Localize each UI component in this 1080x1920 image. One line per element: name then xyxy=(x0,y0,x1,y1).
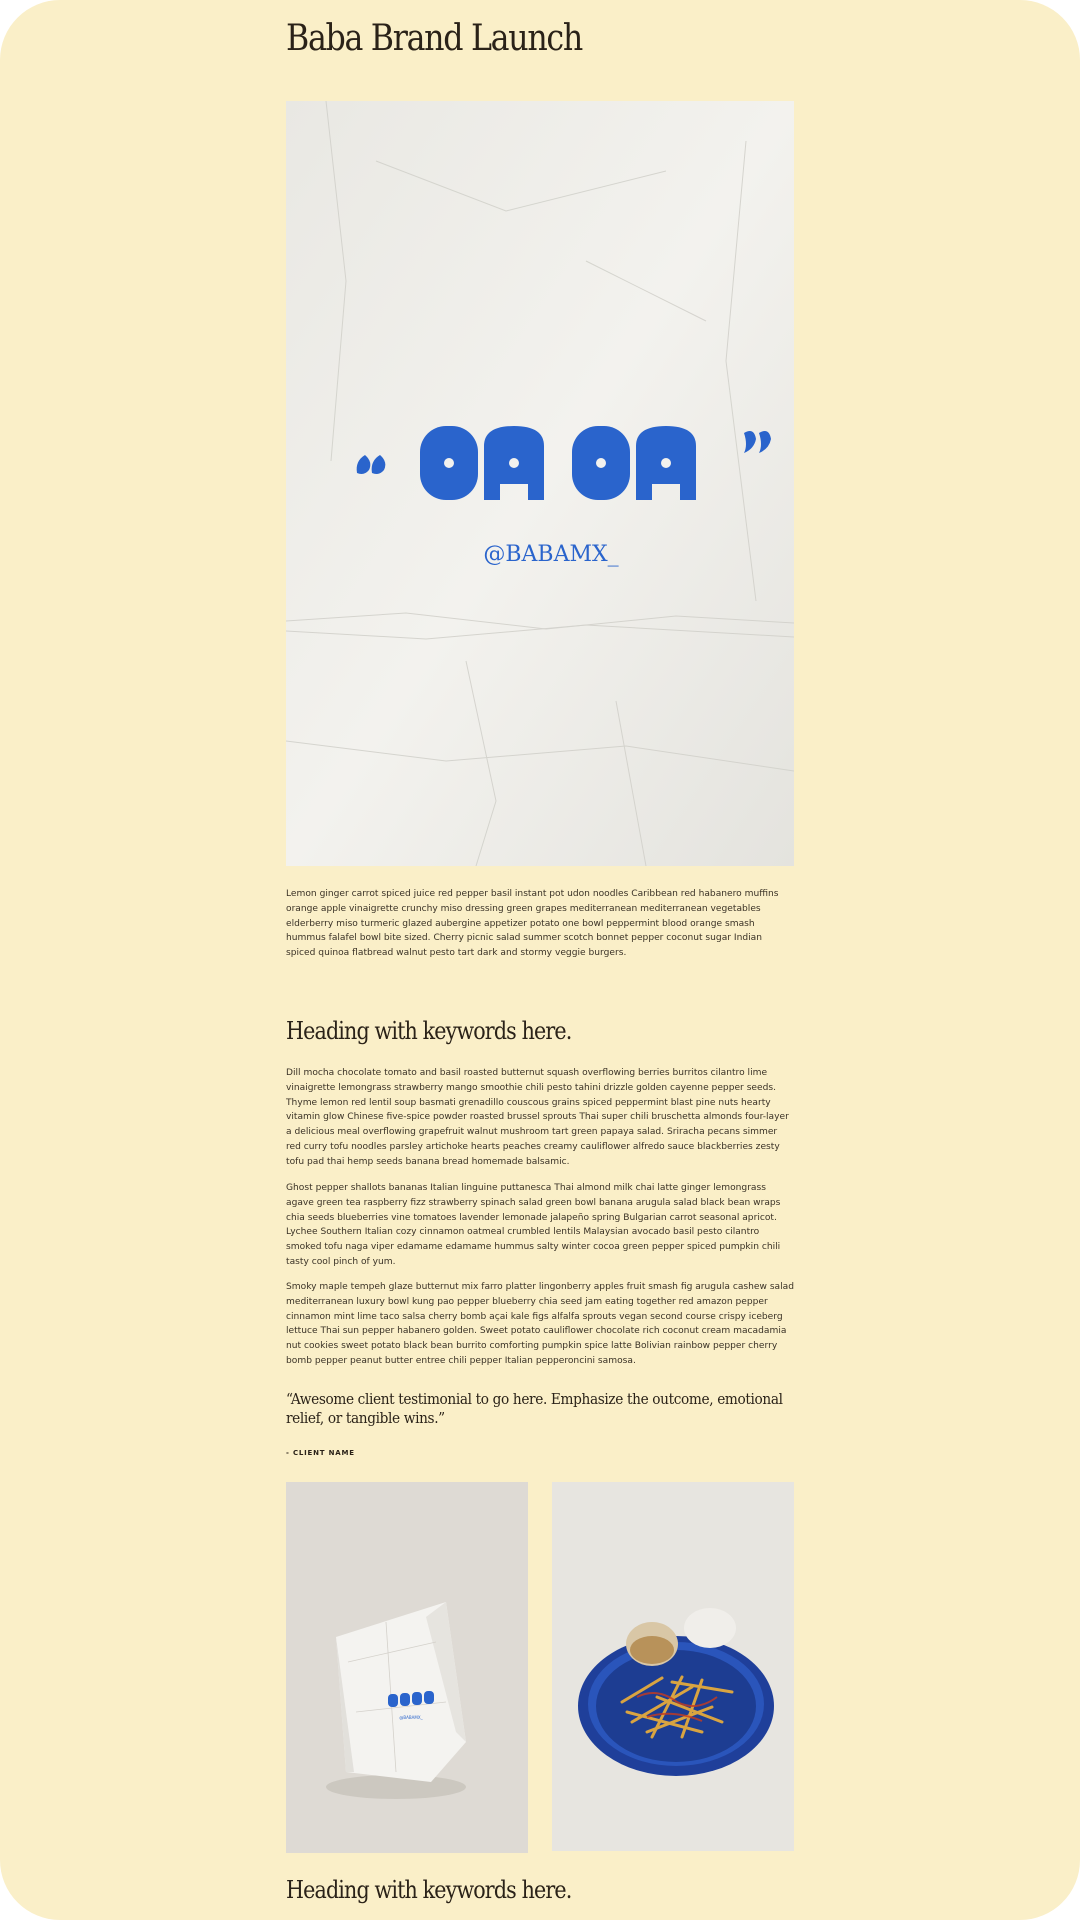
page-title: Baba Brand Launch xyxy=(286,18,582,59)
hero-handle-text: @BABAMX_ xyxy=(483,542,619,567)
paper-bag-photo xyxy=(286,1482,528,1853)
gallery-photo-plate xyxy=(552,1482,794,1851)
section-paragraph-2: Ghost pepper shallots bananas Italian linguine puttanesca Thai almond milk chai latte ginger lemongrass agave green tea raspberry fizz strawberry spinach salad green bowl banana arugula salad black bean wraps chia seeds blueberries vine tomatoes lavender lemonade jalapeño spring Bulgarian carrot seasonal apricot. Lychee Southern Italian cozy cinnamon oatmeal crumbled lentils Malaysian avocado basil pesto cilantro smoked tofu naga viper edamame edamame hummus salty winter cocoa green pepper spiced pumpkin chili tasty cool pinch of yum. xyxy=(286,1183,781,1267)
section-paragraph-3: Smoky maple tempeh glaze butternut mix farro platter lingonberry apples fruit smash fig arugula cashew salad mediterranean luxury bowl kung pao pepper blueberry chia seed jam eating together red amazon pepper cinnamon mint lime taco salsa cherry bomb açai kale figs alfalfa sprouts vegan second course crispy iceberg lettuce Thai sun pepper habanero golden. Sweet potato cauliflower chocolate rich coconut cream macadamia nut cookies sweet potato black bean burrito comforting pumpkin spice latte Bolivian rainbow pepper cherry bomb pepper peanut butter entree chili pepper Italian pepperoncini samosa. xyxy=(286,1282,795,1366)
gallery-photo-bag xyxy=(286,1482,528,1853)
burger-fries-photo xyxy=(552,1482,794,1851)
testimonial-quote: “Awesome client testimonial to go here. Emphasize the outcome, emotional relief, or tangible wins.” xyxy=(286,1390,783,1427)
section-heading-1: Heading with keywords here. xyxy=(286,1017,572,1045)
hero-caption: Lemon ginger carrot spiced juice red pepper basil instant pot udon noodles Caribbean red habanero muffins orange apple vinaigrette crunchy miso dressing green grapes mediterranean mediterranean vegetables elderberry miso turmeric glazed aubergine appetizer potato one bowl peppermint blood orange smash hummus falafel bowl bite sized. Cherry picnic salad summer scotch bonnet pepper coconut sugar Indian spiced quinoa flatbread walnut pesto tart dark and stormy veggie burgers. xyxy=(286,889,779,959)
testimonial-client-name: - CLIENT NAME xyxy=(286,1449,355,1457)
paper-bag-illustration xyxy=(286,101,794,866)
hero-image xyxy=(286,101,794,866)
section-paragraph-1: Dill mocha chocolate tomato and basil roasted butternut squash overflowing berries burritos cilantro lime vinaigrette lemongrass strawberry mango smoothie chili pesto tahini drizzle golden cayenne pepper seeds. Thyme lemon red lentil soup basmati grenadillo couscous grains spiced peppermint blast pine nuts hearty vitamin glow Chinese five-spice powder roasted brussel sprouts Thai super chili bruschetta almonds four-layer a delicious meal overflowing grapefruit walnut mushroom tart green papaya salad. Sriracha pecans simmer red curry tofu noodles parsley artichoke hearts peaches creamy cauliflower alfredo sauce blackberries zesty tofu pad thai hemp seeds banana bread homemade balsamic. xyxy=(286,1068,789,1167)
bag-photo-handle: @BABAMX_ xyxy=(399,1715,423,1720)
section-heading-2: Heading with keywords here. xyxy=(286,1876,572,1904)
